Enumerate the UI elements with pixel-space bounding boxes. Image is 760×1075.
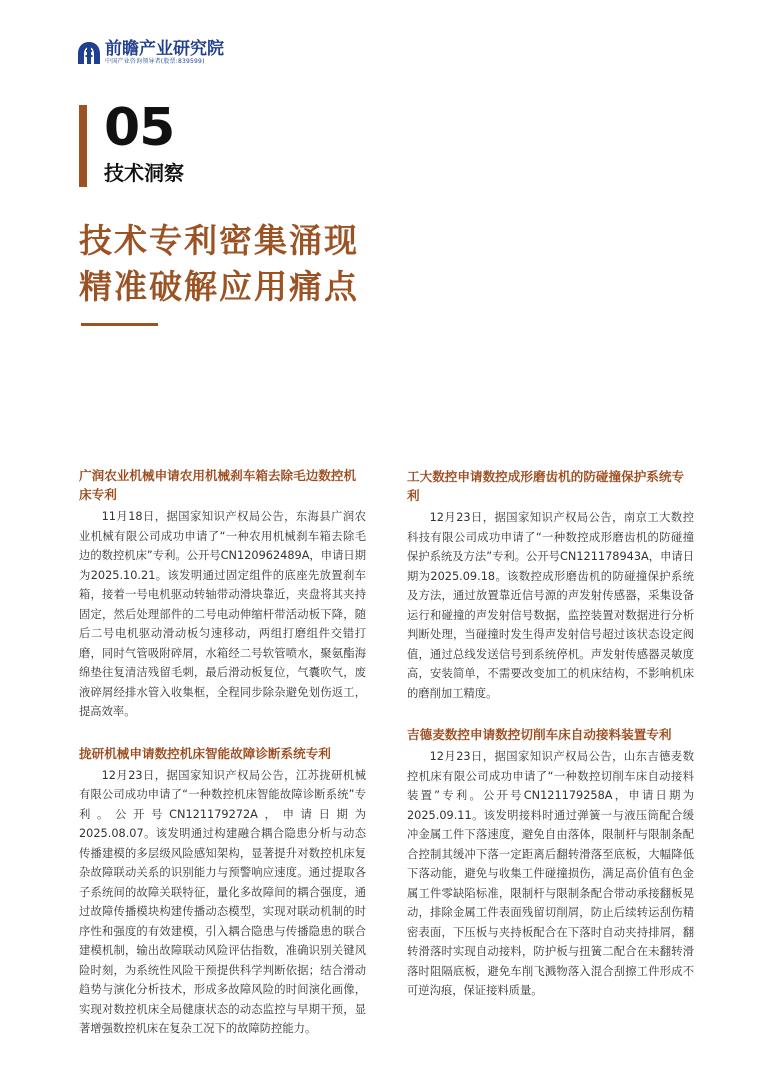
article-title: 广润农业机械申请农用机械刹车箱去除毛边数控机床专利 [79, 468, 357, 502]
page-headline [79, 218, 359, 310]
article-body: 12月23日，据国家知识产权局公告，江苏拢研机械有限公司成功申请了“一种数控机床智能故障诊断系统”专利。公开号CN121179272A，申请日期为2025.08.07。该发明通过构建融合耦合隐患分析与动态传播建模的多层级风险感知架构，显著提升对数控机床复杂故障联动关系的识别能力与预警响应速度。通过提取各子系统间的故障关联特征，量化多故障间的耦合强度，通过故障传播模块构建传播动态模型，实现对联动机制的时序性和强度的有效建模，引入耦合隐患与传播隐患的联合建模机制，输出故障联动风险评估指数，准确识别关键风险时刻，为系统性风险干预提供科学判断依据；结合滑动趋势与演化分析技术，形成多故障风险的时间演化画像，实现对数控机床全局健康状态的动态监控与早期干预，显著增强数控机床在复杂工况下的故障防控能力。 [79, 768, 366, 1035]
article [407, 725, 694, 1001]
article [407, 467, 694, 703]
company-logo [77, 40, 224, 66]
left-column [79, 466, 366, 1039]
article-title: 吉德麦数控申请数控切削车床自动接料装置专利 [407, 727, 672, 742]
article-body: 12月23日，据国家知识产权局公告，南京工大数控科技有限公司成功申请了“一种数控成形磨齿机的防碰撞保护系统及方法”专利。公开号CN121178943A，申请日期为2025.09.18。该数控成形磨齿机的防碰撞保护系统及方法，通过放置靠近信号源的声发射传感器，采集设备运行和碰撞的声发射信号数据，监控装置对数据进行分析判断处理，当碰撞时发生得声发射信号超过该状态设定阀值，通过总线发送信号到系统停机。声发射传感器灵敏度高，安装简单，不需要改变加工的机床结构，不影响机床的磨削加工精度。 [407, 511, 694, 700]
article [79, 466, 366, 722]
headline-line-1: 技术专利密集涌现 [79, 221, 359, 260]
section-accent-bar [79, 105, 87, 187]
tower-logo-icon [77, 41, 101, 65]
section-title: 技术洞察 [104, 161, 184, 185]
logo-tagline: 中国产业咨询领导者(股票:839599) [105, 58, 205, 65]
article-title: 拢研机械申请数控机床智能故障诊断系统专利 [79, 745, 331, 761]
logo-name: 前瞻产业研究院 [105, 39, 224, 59]
article [79, 744, 366, 1039]
headline-line-2: 精准破解应用痛点 [79, 267, 359, 306]
article-title: 工大数控申请数控成形磨齿机的防碰撞保护系统专利 [407, 469, 685, 503]
headline-divider [81, 323, 158, 326]
section-number: 05 [104, 98, 175, 158]
article-body: 11月18日，据国家知识产权局公告，东海县广润农业机械有限公司成功申请了“一种农用机械刹车箱去除毛边的数控机床”专利。公开号CN120962489A，申请日期为2025.10.21。该发明通过固定组件的底座先放置刹车箱，接着一号电机驱动转轴带动滑块靠近，夹盘将其夹持固定，然后处理部件的二号电动伸缩杆带活动板下降，随后二号电机驱动滑动板匀速移动，两组打磨组件交错打磨，同时气管吸附碎屑，水箱经二号软管喷水，聚氨酯海绵垫往复清洁残留毛刺，最后滑动板复位，气囊吹气，废液碎屑经排水管入收集框，全程同步除杂避免划伤返工，提高效率。 [79, 510, 366, 718]
right-column [407, 467, 694, 1001]
article-body: 12月23日，据国家知识产权局公告，山东吉德麦数控机床有限公司成功申请了“一种数控切削车床自动接料装置”专利。公开号CN121179258A，申请日期为2025.09.11。该发明接料时通过弹簧一与液压筒配合缓冲金属工件下落速度，避免自由落体，限制杆与限制条配合控制其缓冲下落一定距离后翻转滑落至底板，大幅降低下落动能，避免与收集工件碰撞损伤，满足高价值有色金属工件零缺陷标准，限制杆与限制条配合带动承接翻板晃动，排除金属工件表面残留切削屑，防止后续转运刮伤精密表面，下压板与夹持板配合在下落时自动夹持排屑，翻转滑落时实现自动接料，防护板与扭簧二配合在未翻转滑落时阻隔底板，避免车削飞溅物落入混合刮擦工件形成不可逆沟痕，保证接料质量。 [407, 750, 694, 997]
